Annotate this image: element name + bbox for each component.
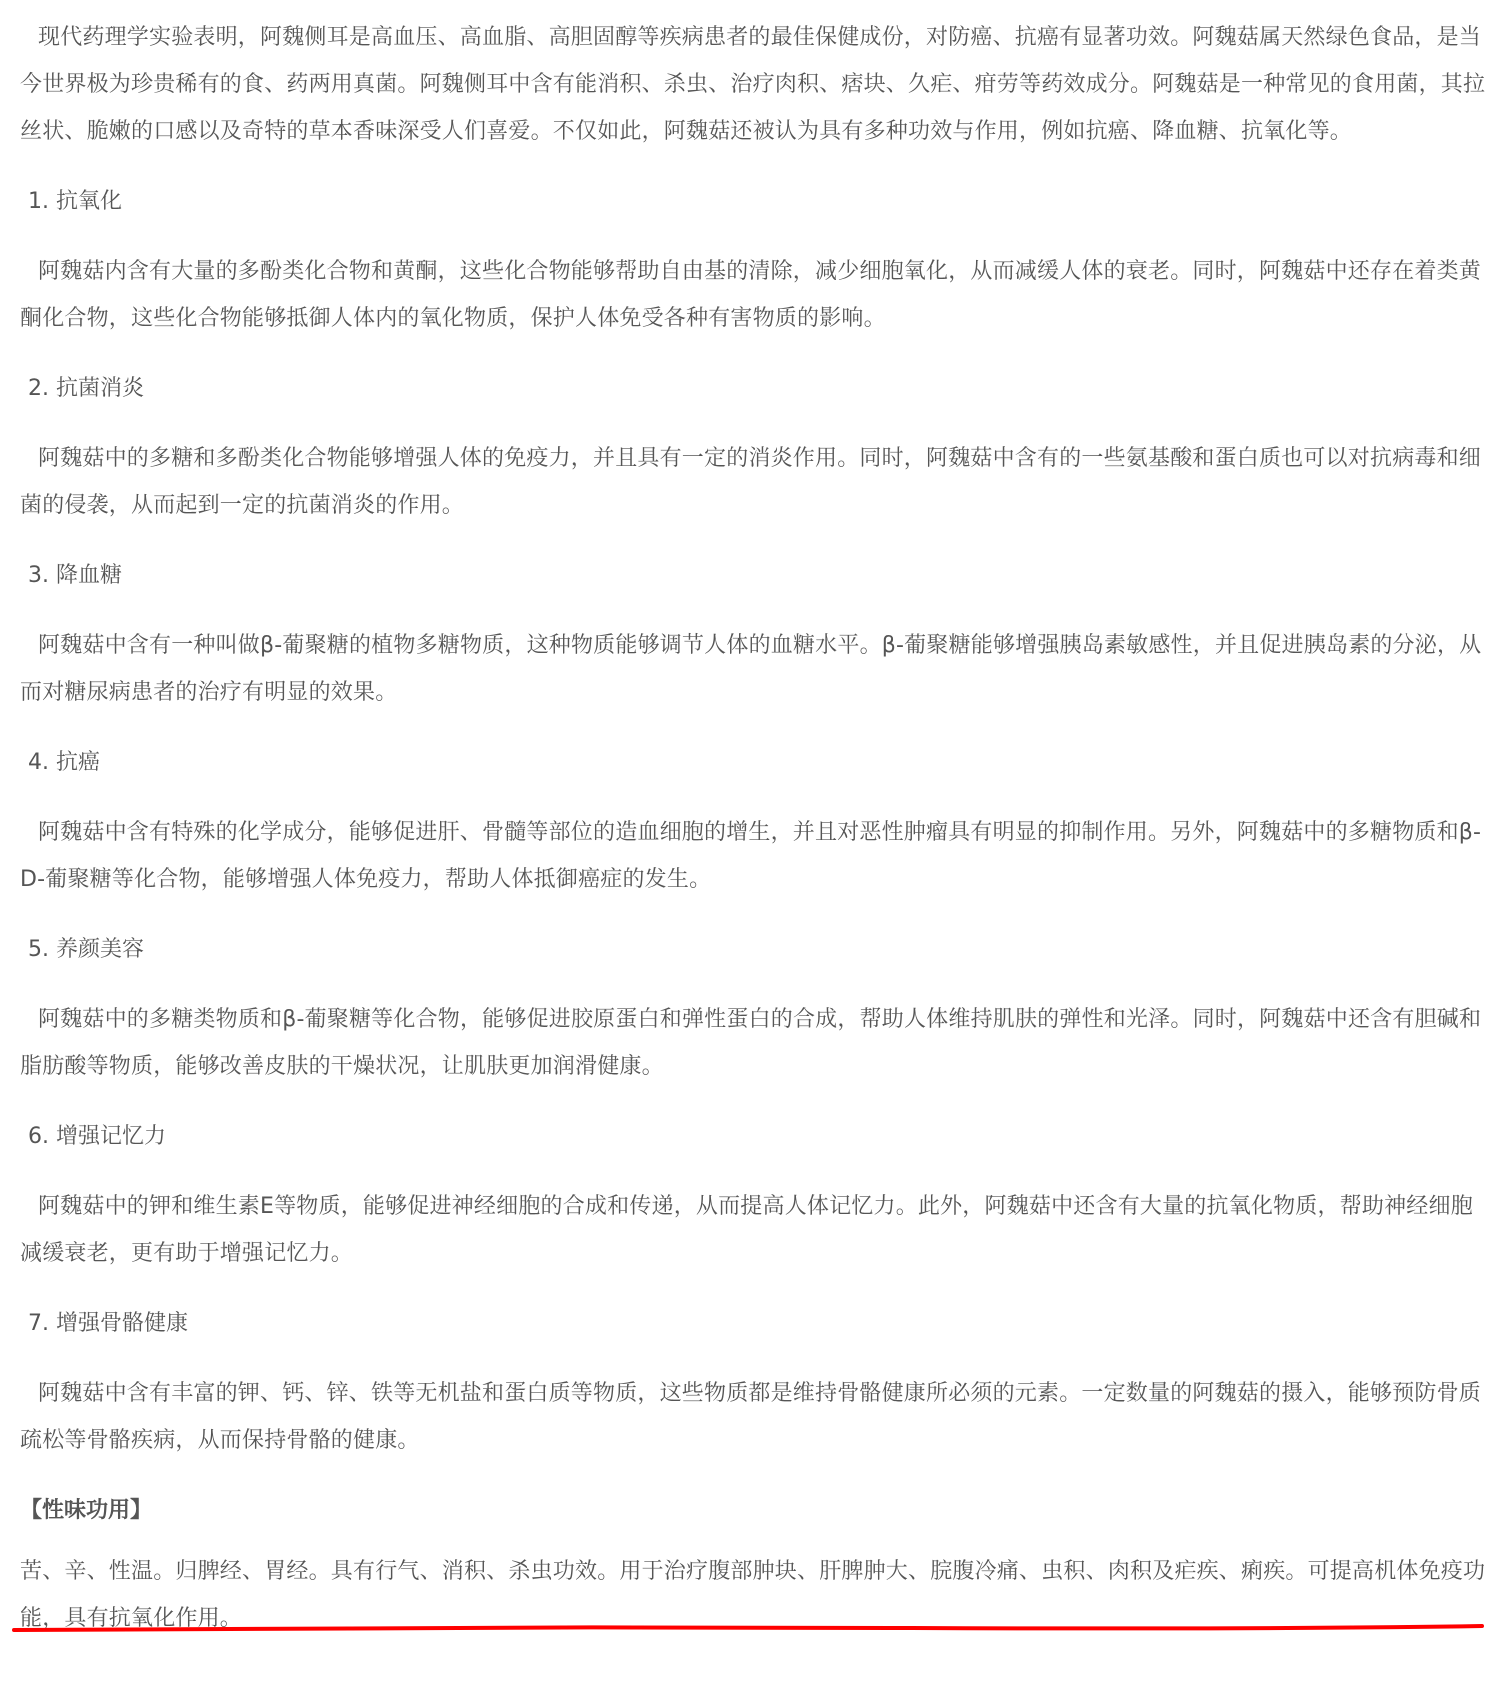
section-heading-memory: 6. 增强记忆力 [28, 1124, 166, 1149]
section-body-bone-health: 阿魏菇中含有丰富的钾、钙、锌、铁等无机盐和蛋白质等物质，这些物质都是维持骨骼健康所必须的元素。一定数量的阿魏菇的摄入，能够预防骨质疏松等骨骼疾病，从而保持骨骼的健康。 [20, 1381, 1482, 1453]
property-paragraph: 苦、辛、性温。归脾经、胃经。具有行气、消积、杀虫功效。用于治疗腹部肿块、肝脾肿大、脘腹冷痛、虫积、肉积及疟疾、痢疾。可提高机体免疫功能，具有抗氧化作用。 [20, 1559, 1486, 1631]
section-body-antioxidant: 阿魏菇内含有大量的多酚类化合物和黄酮，这些化合物能够帮助自由基的清除，减少细胞氧化，从而减缓人体的衰老。同时，阿魏菇中还存在着类黄酮化合物，这些化合物能够抵御人体内的氧化物质，保护人体免受各种有害物质的影响。 [20, 259, 1482, 331]
section-heading-antibacterial: 2. 抗菌消炎 [28, 376, 144, 401]
intro-paragraph: 现代药理学实验表明，阿魏侧耳是高血压、高血脂、高胆固醇等疾病患者的最佳保健成份，对防癌、抗癌有显著功效。阿魏菇属天然绿色食品，是当今世界极为珍贵稀有的食、药两用真菌。阿魏侧耳中含有能消积、杀虫、治疗肉积、痞块、久疟、疳劳等药效成分。阿魏菇是一种常见的食用菌，其拉丝状、脆嫩的口感以及奇特的草本香味深受人们喜爱。不仅如此，阿魏菇还被认为具有多种功效与作用，例如抗癌、降血糖、抗氧化等。 [20, 25, 1486, 144]
section-body-antibacterial: 阿魏菇中的多糖和多酚类化合物能够增强人体的免疫力，并且具有一定的消炎作用。同时，阿魏菇中含有的一些氨基酸和蛋白质也可以对抗病毒和细菌的侵袭，从而起到一定的抗菌消炎的作用。 [20, 446, 1482, 518]
section-heading-antioxidant: 1. 抗氧化 [28, 189, 122, 214]
section-body-beauty: 阿魏菇中的多糖类物质和β-葡聚糖等化合物，能够促进胶原蛋白和弹性蛋白的合成，帮助人体维持肌肤的弹性和光泽。同时，阿魏菇中还含有胆碱和脂肪酸等物质，能够改善皮肤的干燥状况，让肌肤更加润滑健康。 [20, 1007, 1482, 1079]
section-body-anticancer: 阿魏菇中含有特殊的化学成分，能够促进肝、骨髓等部位的造血细胞的增生，并且对恶性肿瘤具有明显的抑制作用。另外，阿魏菇中的多糖物质和β-D-葡聚糖等化合物，能够增强人体免疫力，帮助人体抵御癌症的发生。 [20, 820, 1482, 892]
section-heading-anticancer: 4. 抗癌 [28, 750, 100, 775]
property-heading: 【性味功用】 [20, 1498, 153, 1523]
section-heading-bone-health: 7. 增强骨骼健康 [28, 1311, 188, 1336]
section-heading-blood-sugar: 3. 降血糖 [28, 563, 122, 588]
section-body-memory: 阿魏菇中的钾和维生素E等物质，能够促进神经细胞的合成和传递，从而提高人体记忆力。此外，阿魏菇中还含有大量的抗氧化物质，帮助神经细胞减缓衰老，更有助于增强记忆力。 [20, 1194, 1473, 1266]
section-heading-beauty: 5. 养颜美容 [28, 937, 144, 962]
article [20, 14, 1490, 1642]
section-body-blood-sugar: 阿魏菇中含有一种叫做β-葡聚糖的植物多糖物质，这种物质能够调节人体的血糖水平。β-葡聚糖能够增强胰岛素敏感性，并且促进胰岛素的分泌，从而对糖尿病患者的治疗有明显的效果。 [20, 633, 1482, 705]
